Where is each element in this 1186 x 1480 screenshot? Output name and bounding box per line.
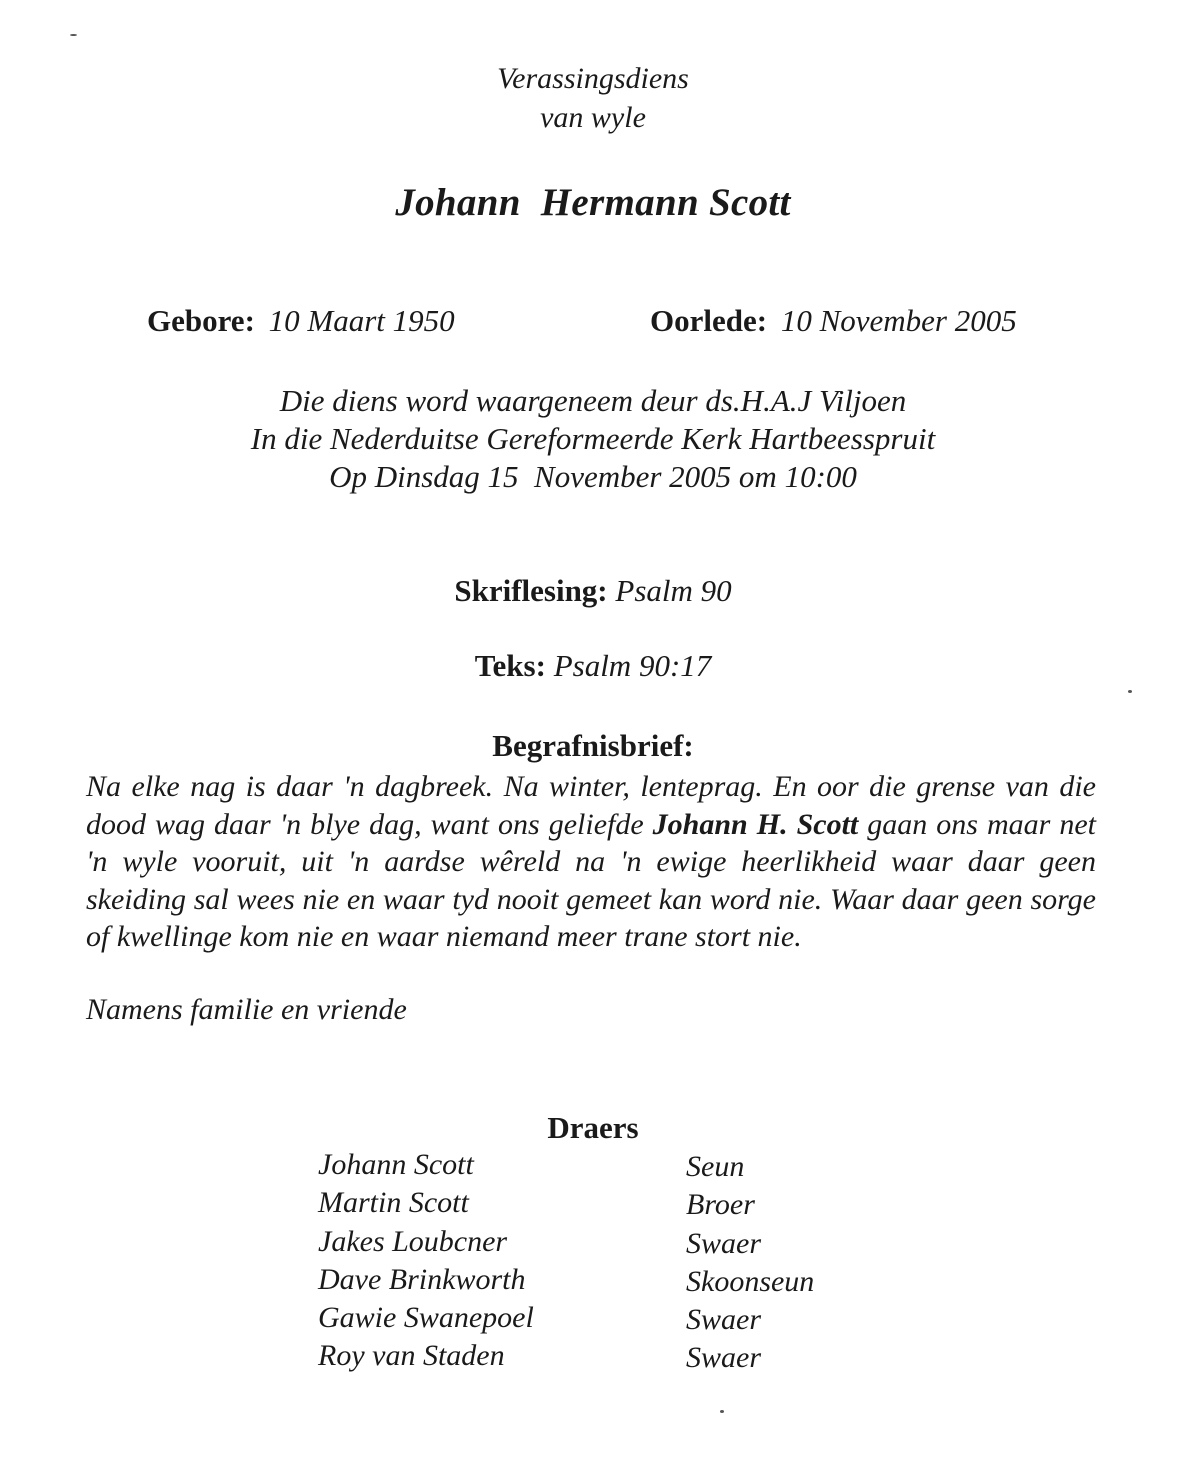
service-datetime: Op Dinsdag 15 November 2005 om 10:00	[329, 459, 857, 494]
list-item	[318, 1301, 878, 1339]
died-value: 10 November 2005	[780, 303, 1017, 338]
pallbearer-relation: Broer	[686, 1188, 755, 1222]
scan-speck	[1128, 690, 1132, 693]
scan-speck	[70, 34, 77, 36]
died-label: Oorlede:	[650, 303, 768, 338]
pallbearer-relation: Swaer	[686, 1226, 761, 1260]
pallbearer-relation: Swaer	[686, 1303, 761, 1337]
funeral-letter-body	[86, 768, 1096, 956]
scripture-reading	[0, 573, 1186, 609]
scan-speck	[720, 1410, 724, 1413]
scripture-text-label: Teks:	[474, 648, 546, 683]
service-church: In die Nederduitse Gereformeerde Kerk Hartbeesspruit	[250, 421, 936, 456]
pallbearer-name: Johann Scott	[318, 1148, 474, 1181]
letter-signoff: Namens familie en vriende	[86, 993, 407, 1026]
pallbearer-name: Roy van Staden	[318, 1339, 505, 1373]
scripture-text-value: Psalm 90:17	[553, 648, 712, 683]
pallbearer-name: Martin Scott	[318, 1186, 469, 1220]
pallbearer-name: Dave Brinkworth	[318, 1262, 526, 1296]
scripture-reading-label: Skriflesing:	[454, 573, 608, 608]
letter-highlight-name: Johann H. Scott	[652, 807, 859, 841]
list-item	[318, 1225, 878, 1263]
list-item	[318, 1339, 878, 1377]
born-label: Gebore:	[147, 303, 255, 338]
deceased-name: Johann Hermann Scott	[395, 181, 791, 224]
letter-part-2: gaan ons maar net 'n wyle vooruit, uit 'n aardse wêreld na 'n ewige heerlikheid waar daar geen skeiding sal wees nie en waar tyd nooit gemeet kan word nie. Waar daar geen sorge of kwellinge kom nie en waar niemand meer trane stort nie.	[86, 807, 1096, 953]
pallbearer-relation: Swaer	[686, 1341, 761, 1375]
scripture-text	[0, 648, 1186, 684]
died-date	[650, 303, 1017, 339]
service-type-heading: Verassingsdiens	[497, 62, 689, 95]
list-item	[318, 1186, 878, 1224]
letter-part-1: Na elke nag is daar 'n dagbreek. Na winter, lenteprag. En oor die grense van die dood wag daar 'n blye dag, want ons geliefde	[86, 770, 1096, 841]
pallbearers-list	[318, 1148, 878, 1378]
scripture-reading-value: Psalm 90	[615, 573, 732, 608]
pallbearer-name: Gawie Swanepoel	[318, 1301, 534, 1335]
late-of-heading: van wyle	[540, 101, 646, 134]
service-details	[0, 382, 1186, 496]
pallbearer-relation: Skoonseun	[686, 1264, 815, 1298]
pallbearers-title: Draers	[547, 1110, 639, 1145]
born-value: 10 Maart 1950	[268, 303, 455, 338]
pallbearer-name: Jakes Loubcner	[318, 1224, 508, 1258]
list-item	[318, 1148, 878, 1186]
list-item	[318, 1263, 878, 1301]
service-officiant: Die diens word waargeneem deur ds.H.A.J Viljoen	[279, 383, 907, 418]
born-date	[147, 303, 455, 339]
pallbearer-relation: Seun	[686, 1150, 745, 1183]
funeral-letter-title: Begrafnisbrief:	[492, 728, 694, 763]
